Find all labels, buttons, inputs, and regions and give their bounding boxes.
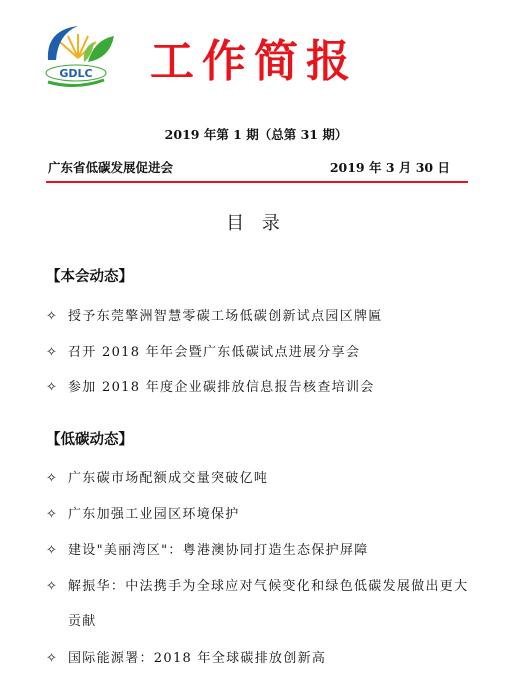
toc-item: ✧ 建设"美丽湾区"：粤港澳协同打造生态保护屏障 — [46, 543, 369, 558]
toc-item-continuation: 贡献 — [68, 614, 97, 629]
toc-item: ✧ 参加 2018 年度企业碳排放信息报告核查培训会 — [46, 380, 375, 395]
bullet-icon: ✧ — [46, 345, 59, 360]
toc-item: ✧ 广东加强工业园区环境保护 — [46, 507, 240, 522]
toc-item: ✧ 解振华：中法携手为全球应对气候变化和绿色低碳发展做出更大 — [46, 579, 469, 594]
report-title: 工作简报 — [150, 36, 358, 87]
bullet-icon: ✧ — [46, 380, 59, 395]
bullet-icon: ✧ — [46, 471, 59, 486]
bullet-icon: ✧ — [46, 543, 59, 558]
logo-text: GDLC — [59, 67, 93, 80]
section-heading-association-news: 【本会动态】 — [46, 269, 133, 285]
publish-date: 2019 年 3 月 30 日 — [329, 160, 450, 175]
toc-item: ✧ 国际能源署：2018 年全球碳排放创新高 — [46, 651, 327, 666]
toc-item: ✧ 授予东莞擎洲智慧零碳工场低碳创新试点园区牌匾 — [46, 309, 383, 324]
bullet-icon: ✧ — [46, 507, 59, 522]
toc-item: ✧ 召开 2018 年年会暨广东低碳试点进展分享会 — [46, 345, 361, 360]
header-divider — [46, 181, 468, 183]
gdlc-logo — [38, 18, 122, 92]
toc-item: ✧ 广东碳市场配额成交量突破亿吨 — [46, 471, 269, 486]
bullet-icon: ✧ — [46, 651, 59, 666]
toc-title: 目 录 — [226, 213, 286, 234]
issue-number: 2019 年第 1 期（总第 31 期） — [164, 127, 348, 142]
bullet-icon: ✧ — [46, 309, 59, 324]
section-heading-low-carbon-news: 【低碳动态】 — [46, 432, 133, 448]
organization-name: 广东省低碳发展促进会 — [48, 160, 174, 175]
bullet-icon: ✧ — [46, 579, 59, 594]
